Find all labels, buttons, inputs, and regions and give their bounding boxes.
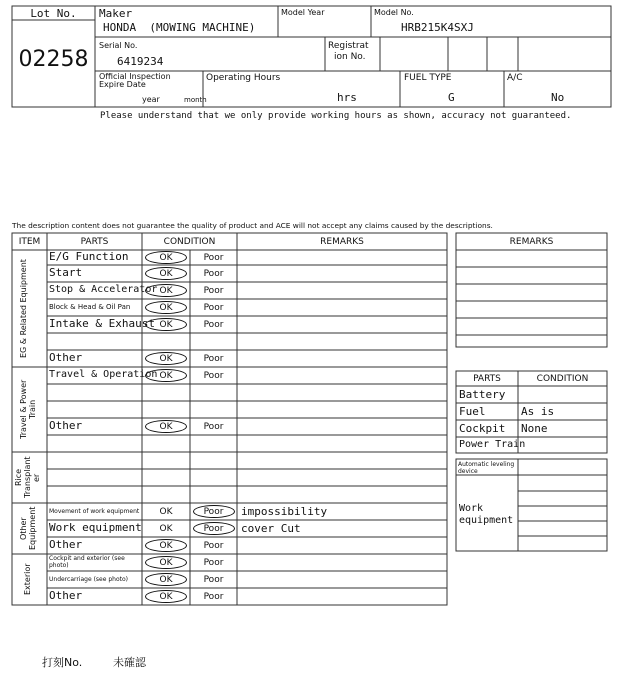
fuel-type-value: G bbox=[448, 91, 455, 104]
row-ok-option[interactable]: OK bbox=[159, 523, 173, 534]
row-ok-option[interactable]: OK bbox=[159, 540, 173, 551]
row-poor-option[interactable]: Poor bbox=[203, 557, 224, 568]
right-condition-cockpit: None bbox=[521, 422, 548, 435]
maker-label: Maker bbox=[99, 7, 133, 20]
row-ok-option[interactable]: OK bbox=[159, 421, 173, 432]
row-part-label: Intake & Exhaust bbox=[49, 316, 155, 330]
ok-selected-circle bbox=[145, 556, 187, 569]
row-ok-option[interactable]: OK bbox=[159, 252, 173, 263]
row-ok-option[interactable]: OK bbox=[159, 574, 173, 585]
serial-value: 6419234 bbox=[117, 55, 164, 68]
model-year-label: Model Year bbox=[281, 8, 325, 17]
right-parts-header: PARTS bbox=[473, 374, 501, 384]
ok-selected-circle bbox=[145, 369, 187, 382]
right-part-cockpit: Cockpit bbox=[459, 422, 506, 435]
ok-selected-circle bbox=[145, 420, 187, 433]
ok-selected-circle bbox=[145, 352, 187, 365]
row-poor-option[interactable]: Poor bbox=[203, 591, 224, 602]
row-poor-option[interactable]: Poor bbox=[203, 540, 224, 551]
remarks-header: REMARKS bbox=[320, 237, 364, 247]
lot-number: 02258 bbox=[18, 47, 89, 72]
fuel-type-label: FUEL TYPE bbox=[404, 73, 452, 83]
model-no-value: HRB215K4SXJ bbox=[401, 21, 474, 34]
right-remarks-header: REMARKS bbox=[509, 237, 554, 247]
row-ok-option[interactable]: OK bbox=[159, 353, 173, 364]
row-part-label: Travel & Operation bbox=[49, 369, 158, 381]
unconfirmed-label: 未確認 bbox=[113, 656, 146, 669]
operating-hours-label: Operating Hours bbox=[206, 73, 281, 83]
row-remarks: impossibility bbox=[241, 504, 328, 518]
row-part-label: Stop & Accelerator bbox=[49, 284, 158, 296]
row-poor-option[interactable]: Poor bbox=[203, 268, 224, 279]
row-poor-option[interactable]: Poor bbox=[203, 353, 224, 364]
parts-header: PARTS bbox=[80, 237, 109, 247]
serial-label: Serial No. bbox=[99, 41, 138, 50]
row-poor-option[interactable]: Poor bbox=[203, 285, 224, 296]
ok-selected-circle bbox=[145, 318, 187, 331]
row-ok-option[interactable]: OK bbox=[159, 268, 173, 279]
item-header: ITEM bbox=[18, 237, 41, 247]
row-part-label: Movement of work equipment bbox=[49, 507, 140, 515]
row-part-label: Work equipment bbox=[49, 520, 142, 534]
row-part-label: Other bbox=[49, 588, 83, 602]
condition-header: CONDITION bbox=[163, 237, 216, 247]
right-condition-fuel: As is bbox=[521, 405, 555, 418]
inspection-label: Official Inspection Expire Date bbox=[99, 72, 171, 89]
right-part-fuel: Fuel bbox=[459, 405, 486, 418]
row-part-label: Start bbox=[49, 265, 83, 279]
row-poor-option[interactable]: Poor bbox=[203, 574, 224, 585]
month-label: month bbox=[184, 96, 207, 104]
group-label-rice: Rice Transplant er bbox=[14, 456, 41, 499]
row-ok-option[interactable]: OK bbox=[159, 370, 173, 381]
right-condition-header: CONDITION bbox=[536, 374, 589, 384]
hours-unit: hrs bbox=[337, 91, 357, 104]
row-poor-option[interactable]: Poor bbox=[203, 370, 224, 381]
work-equipment-label: Work equipment bbox=[459, 503, 514, 526]
ok-selected-circle bbox=[145, 539, 187, 552]
row-poor-option[interactable]: Poor bbox=[203, 506, 224, 517]
year-label: year bbox=[142, 95, 160, 104]
ok-selected-circle bbox=[145, 284, 187, 297]
row-ok-option[interactable]: OK bbox=[159, 591, 173, 602]
row-ok-option[interactable]: OK bbox=[159, 302, 173, 313]
row-poor-option[interactable]: Poor bbox=[203, 523, 224, 534]
group-label-other-equipment: Other Equipment bbox=[19, 506, 37, 551]
ok-selected-circle bbox=[145, 573, 187, 586]
poor-selected-circle bbox=[193, 505, 235, 518]
description-notice: The description content does not guarantee the quality of product and ACE will not accept any claims caused by the descriptions. bbox=[12, 221, 493, 230]
row-poor-option[interactable]: Poor bbox=[203, 302, 224, 313]
row-remarks: cover Cut bbox=[241, 521, 301, 535]
row-part-label: Other bbox=[49, 350, 83, 364]
right-part-battery: Battery bbox=[459, 388, 506, 401]
row-ok-option[interactable]: OK bbox=[159, 319, 173, 330]
poor-selected-circle bbox=[193, 522, 235, 535]
row-poor-option[interactable]: Poor bbox=[203, 252, 224, 263]
row-part-label: Undercarriage (see photo) bbox=[49, 575, 128, 583]
row-ok-option[interactable]: OK bbox=[159, 557, 173, 568]
registration-label: Registrat ion No. bbox=[328, 41, 369, 62]
row-part-label: Other bbox=[49, 537, 83, 551]
maker-value: HONDA (MOWING MACHINE) bbox=[103, 21, 256, 34]
hours-notice: Please understand that we only provide working hours as shown, accuracy not guaranteed. bbox=[100, 111, 572, 121]
ok-selected-circle bbox=[145, 301, 187, 314]
row-poor-option[interactable]: Poor bbox=[203, 421, 224, 432]
row-poor-option[interactable]: Poor bbox=[203, 319, 224, 330]
group-label-travel: Travel & Power Train bbox=[19, 379, 37, 440]
ok-selected-circle bbox=[145, 251, 187, 264]
group-label-exterior: Exterior bbox=[23, 563, 32, 596]
auto-leveling-label: Automatic leveling device bbox=[458, 461, 515, 475]
row-part-label: Block & Head & Oil Pan bbox=[49, 303, 131, 312]
ac-value: No bbox=[551, 91, 565, 104]
ok-selected-circle bbox=[145, 590, 187, 603]
lot-label: Lot No. bbox=[30, 7, 77, 20]
ok-selected-circle bbox=[145, 267, 187, 280]
right-part-power-train: Power Train bbox=[459, 439, 526, 450]
model-no-label: Model No. bbox=[374, 8, 414, 17]
row-part-label: Cockpit and exterior (see photo) bbox=[49, 555, 125, 569]
row-ok-option[interactable]: OK bbox=[159, 285, 173, 296]
ac-label: A/C bbox=[507, 73, 523, 83]
row-part-label: Other bbox=[49, 418, 83, 432]
row-part-label: E/G Function bbox=[49, 249, 129, 263]
row-ok-option[interactable]: OK bbox=[159, 506, 173, 517]
stamp-number-label: 打刻No. bbox=[42, 656, 83, 669]
group-label-eg: EG & Related Equipment bbox=[19, 259, 28, 358]
